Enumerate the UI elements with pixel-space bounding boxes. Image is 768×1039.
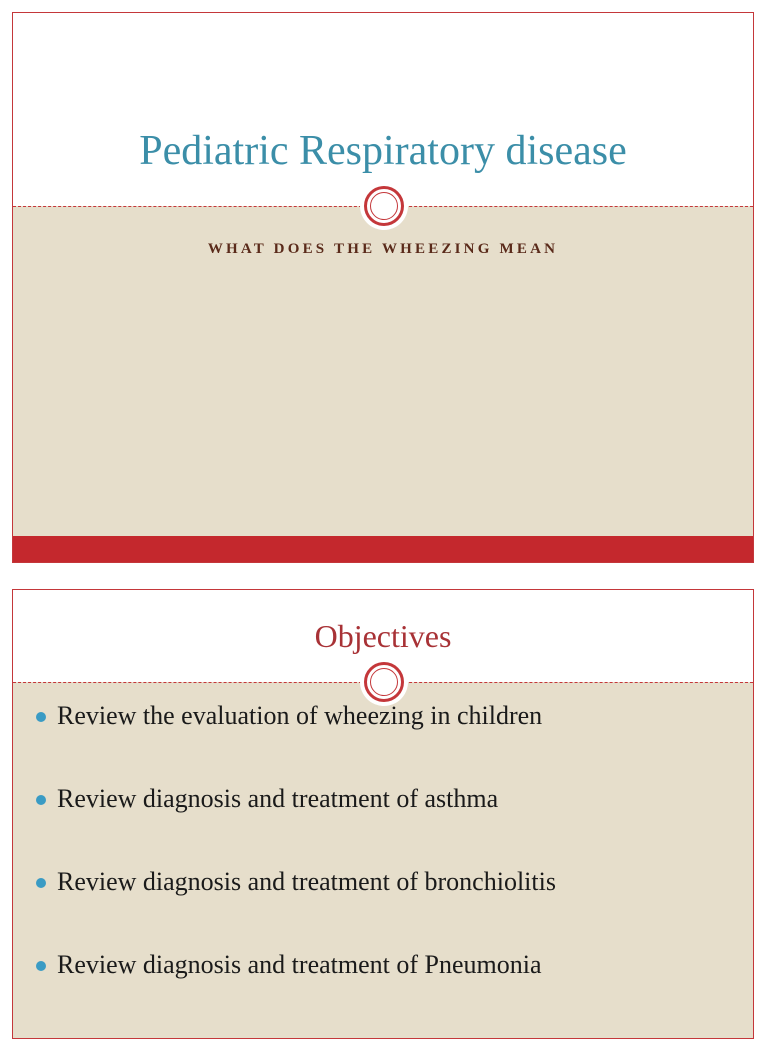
red-footer-bar <box>13 536 753 562</box>
circle-ornament-icon <box>364 186 404 226</box>
list-item <box>33 698 556 781</box>
bullet-dot-icon <box>36 712 46 722</box>
circle-ornament-icon <box>364 662 404 702</box>
objectives-list <box>33 698 556 1030</box>
bullet-text: Review diagnosis and treatment of bronchiolitis <box>57 867 556 896</box>
slide-title: Objectives <box>314 618 452 654</box>
bullet-text: Review diagnosis and treatment of Pneumonia <box>57 950 542 979</box>
list-item <box>33 864 556 947</box>
list-item <box>33 781 556 864</box>
bullet-dot-icon <box>36 878 46 888</box>
slide-subtitle: WHAT DOES THE WHEEZING MEAN <box>207 241 559 257</box>
title-slide <box>12 12 754 563</box>
objectives-slide <box>12 589 754 1039</box>
slide-title: Pediatric Respiratory disease <box>139 128 627 174</box>
bullet-text: Review diagnosis and treatment of asthma <box>57 784 499 813</box>
bullet-text: Review the evaluation of wheezing in children <box>57 701 543 730</box>
bullet-dot-icon <box>36 961 46 971</box>
bullet-dot-icon <box>36 795 46 805</box>
list-item <box>33 947 556 1030</box>
